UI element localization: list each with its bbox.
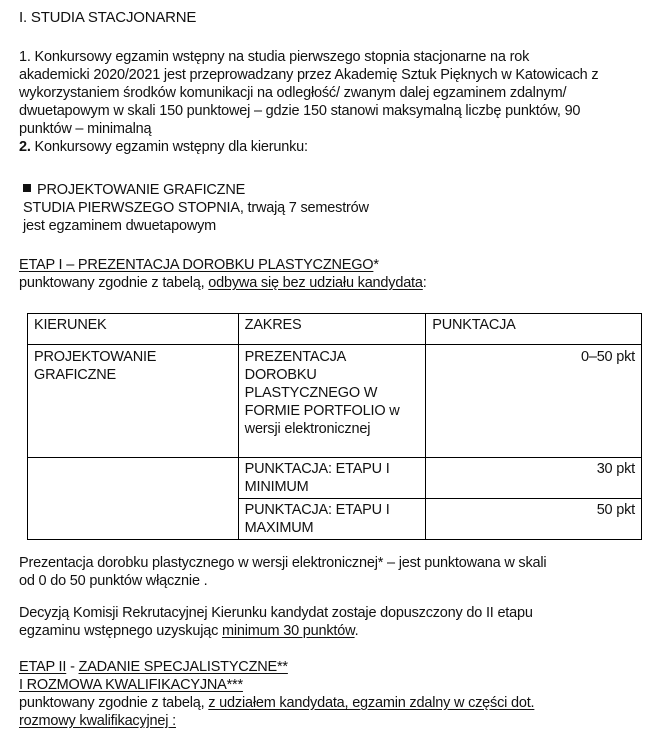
paragraph-2 [19, 138, 308, 156]
paragraph-3 [19, 554, 546, 590]
etap1-subtitle [19, 274, 427, 292]
cell-punktacja: 0–50 pkt [426, 345, 642, 458]
paragraph-1-line-3: wykorzystaniem środków komunikacji na odległość/ zwanym dalej egzaminem zdalnym/ [19, 85, 567, 101]
cell-line: PUNKTACJA: ETAPU I [244, 502, 390, 518]
header-kierunek: KIERUNEK [28, 314, 239, 345]
cell-line: PUNKTACJA: ETAPU I [244, 461, 390, 477]
etap2-block [19, 658, 534, 730]
paragraph-3-line-1: Prezentacja dorobku plastycznego w wersji elektronicznej* – jest punktowana w skali [19, 555, 547, 571]
cell-line: MINIMUM [244, 479, 309, 495]
cell-punktacja: 30 pkt [426, 458, 642, 499]
cell-empty [28, 458, 239, 540]
table-header-row [28, 314, 642, 345]
paragraph-1-line-2: akademicki 2020/2021 jest przeprowadzany przez Akademię Sztuk Pięknych w Katowicach z [19, 67, 599, 83]
program-section [23, 181, 369, 235]
paragraph-1-line-4: dwuetapowym w skali 150 punktowej – gdzie 150 stanowi maksymalną liczbę punktów, 90 [19, 103, 581, 119]
etap1-sub-plain: punktowany zgodnie z tabelą, [19, 275, 209, 291]
cell-zakres [238, 499, 426, 540]
cell-line: PREZENTACJA [244, 349, 347, 365]
header-zakres: ZAKRES [238, 314, 426, 345]
table-row [28, 458, 642, 499]
paragraph-4-end: . [354, 623, 359, 639]
black-square-bullet-icon [23, 184, 31, 192]
program-level: STUDIA PIERWSZEGO STOPNIA, trwają 7 semestrów [23, 200, 369, 216]
page-title: I. STUDIA STACJONARNE [19, 9, 197, 26]
etap2-heading-line-2: I ROZMOWA KWALIFIKACYJNA*** [19, 677, 243, 693]
etap2-sub-underlined: z udziałem kandydata, egzamin zdalny w części dot. [208, 695, 535, 711]
etap1-sub-underlined: odbywa się bez udziału kandydata [208, 275, 423, 291]
cell-line: GRAFICZNE [34, 367, 116, 383]
etap1-block [19, 256, 427, 292]
paragraph-4-line-1: Decyzją Komisji Rekrutacyjnej Kierunku kandydat zostaje dopuszczony do II etapu [19, 605, 533, 621]
cell-line: MAXIMUM [244, 520, 314, 536]
etap2-heading-b: ZADANIE SPECJALISTYCZNE** [78, 659, 288, 675]
paragraph-4 [19, 604, 533, 640]
etap1-heading-text: ETAP I – PREZENTACJA DOROBKU PLASTYCZNEGO [19, 257, 374, 273]
etap1-asterisk: * [373, 257, 379, 273]
paragraph-text: Konkursowy egzamin wstępny na studia pierwszego stopnia stacjonarne na rok [30, 49, 530, 65]
cell-zakres [238, 345, 426, 458]
program-exam-type: jest egzaminem dwuetapowym [23, 218, 217, 234]
etap1-heading [19, 256, 427, 274]
paragraph-3-line-2: od 0 do 50 punktów włącznie . [19, 573, 208, 589]
header-punktacja: PUNKTACJA [426, 314, 642, 345]
table-row [28, 345, 642, 458]
cell-line: DOROBKU [244, 367, 317, 383]
scoring-table [27, 313, 642, 540]
etap2-heading-sep: - [66, 659, 79, 675]
paragraph-1 [19, 48, 598, 138]
paragraph-4-plain: egzaminu wstępnego uzyskując [19, 623, 222, 639]
cell-punktacja: 50 pkt [426, 499, 642, 540]
etap2-heading-a: ETAP II [19, 659, 67, 675]
program-name: PROJEKTOWANIE GRAFICZNE [37, 182, 246, 198]
paragraph-number: 1. [19, 49, 31, 65]
paragraph-4-underlined: minimum 30 punktów [221, 623, 355, 639]
etap2-sub-plain: punktowany zgodnie z tabelą, [19, 695, 209, 711]
cell-line: wersji elektronicznej [244, 421, 371, 437]
paragraph-text: Konkursowy egzamin wstępny dla kierunku: [30, 139, 308, 155]
etap1-sub-end: : [422, 275, 427, 291]
paragraph-1-line-5: punktów – minimalną [19, 121, 152, 137]
cell-kierunek [28, 345, 239, 458]
etap2-heading [19, 658, 534, 676]
paragraph-4-line-2 [19, 622, 533, 640]
program-name-line [23, 181, 369, 199]
paragraph-1-line-1 [19, 48, 598, 66]
cell-line: FORMIE PORTFOLIO w [244, 403, 400, 419]
cell-line: PLASTYCZNEGO W [244, 385, 378, 401]
cell-line: PROJEKTOWANIE [34, 349, 157, 365]
etap2-subtitle [19, 694, 534, 712]
cell-zakres [238, 458, 426, 499]
etap2-sub-line-2: rozmowy kwalifikacyjnej : [19, 713, 176, 729]
paragraph-number: 2. [19, 139, 31, 155]
